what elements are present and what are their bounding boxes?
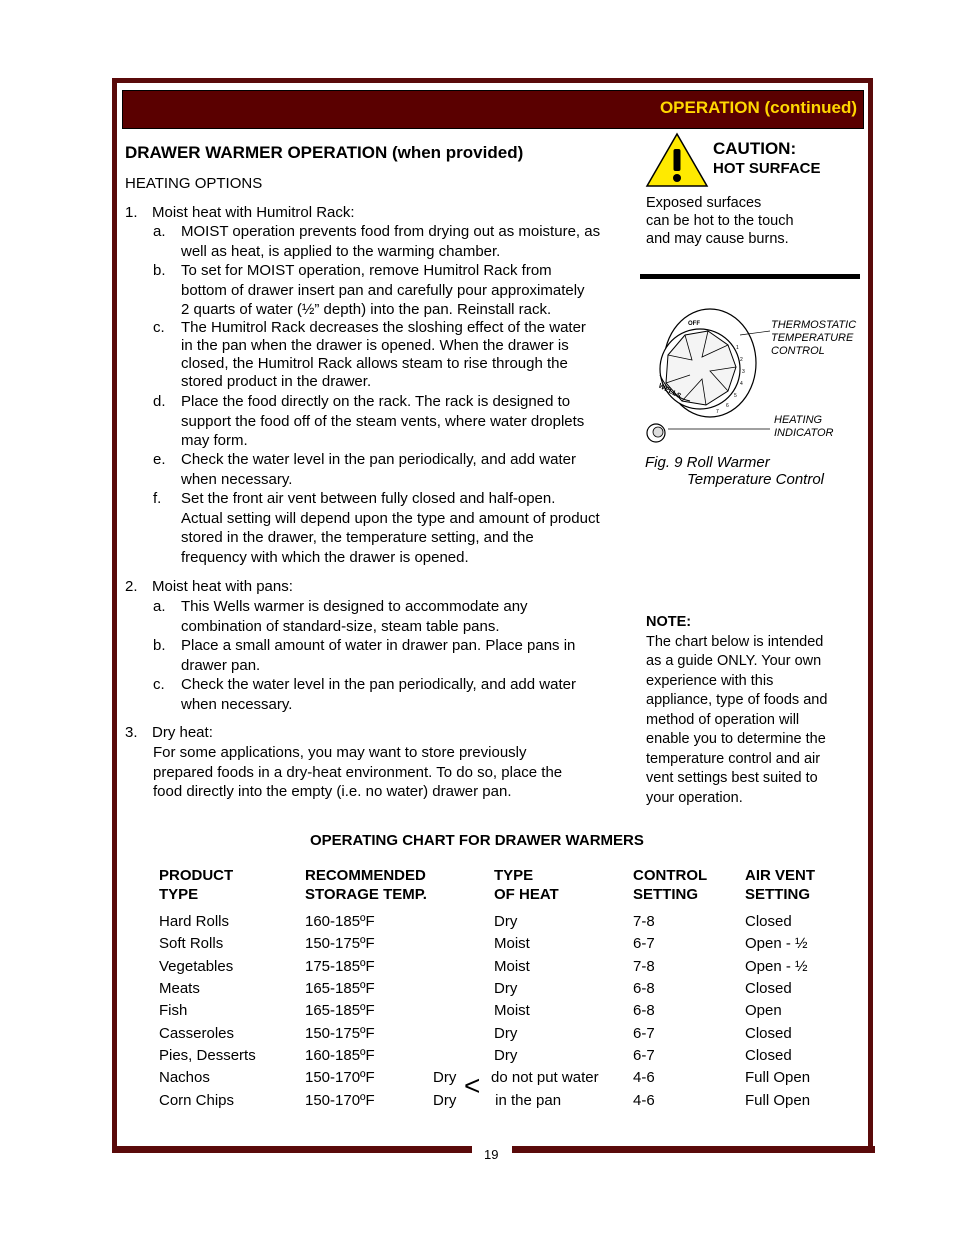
list-item-text: combination of standard-size, steam table pans.	[181, 617, 500, 635]
label-line: HEATING	[774, 414, 823, 426]
table-header: STORAGE TEMP.	[305, 886, 427, 903]
table-cell: 6-7	[633, 935, 655, 952]
bottom-rule-right	[512, 1146, 875, 1153]
table-cell: in the pan	[491, 1092, 562, 1109]
list-item-text: stored product in the drawer.	[181, 373, 372, 390]
table-cell: Vegetables	[159, 958, 234, 975]
list-item-number: b.	[153, 637, 166, 654]
caution-line: can be hot to the touch	[646, 213, 794, 229]
note-line: The chart below is intended	[646, 633, 824, 650]
label-line: TEMPERATURE	[771, 332, 854, 344]
list-item-text: To set for MOIST operation, remove Humitrol Rack from	[181, 262, 552, 279]
note-line: your operation.	[646, 789, 743, 806]
table-cell: 165-185ºF	[305, 980, 375, 997]
svg-text:5: 5	[734, 393, 737, 399]
table-cell: Dry	[494, 1047, 518, 1064]
table-header: RECOMMENDED	[305, 867, 426, 884]
list-item-number: c.	[153, 676, 165, 693]
off-label: OFF	[688, 321, 700, 327]
list-item-text: in the pan when the drawer is opened. When the drawer is	[181, 337, 569, 354]
table-cell: 6-7	[633, 1047, 655, 1064]
table-cell: Meats	[159, 980, 200, 997]
table-cell: 160-185ºF	[305, 913, 375, 930]
note-title: NOTE:	[646, 614, 692, 630]
list-item-text: support the food off of the steam vents, where water droplets	[181, 412, 585, 430]
table-header: SETTING	[633, 886, 699, 903]
note-line: appliance, type of foods and	[646, 692, 828, 708]
figure-caption	[645, 454, 824, 488]
list-item-text: Set the front air vent between fully closed and half-open.	[181, 490, 556, 507]
section-divider	[640, 274, 860, 279]
list-item-text: closed, the Humitrol Rack allows steam to rise through the	[181, 355, 568, 372]
list-item-text: Actual setting will depend upon the type and amount of product	[181, 509, 600, 527]
list-item-number: a.	[153, 598, 166, 615]
bracket-symbol: <	[464, 1070, 481, 1101]
header-title: OPERATION (continued)	[659, 98, 857, 117]
list-item-number: 1.	[125, 204, 138, 221]
list-item-text: prepared foods in a dry-heat environment. To do so, place the	[153, 763, 563, 781]
table-cell: Full Open	[745, 1092, 811, 1109]
label-line: THERMOSTATIC	[771, 319, 857, 331]
list-item-text: Dry heat:	[152, 724, 213, 741]
table-cell: do not put water	[491, 1069, 599, 1086]
caution-line: and may cause burns.	[646, 231, 789, 247]
table-cell: 165-185ºF	[305, 1002, 375, 1019]
table-cell: Closed	[745, 913, 792, 930]
caption-line: Fig. 9 Roll Warmer	[645, 454, 770, 471]
table-cell: 150-175ºF	[305, 935, 375, 952]
caution-line: Exposed surfaces	[646, 195, 762, 211]
table-cell: Open - ½	[745, 958, 808, 975]
table-cell: Pies, Desserts	[159, 1047, 256, 1064]
table-cell: 6-8	[633, 980, 655, 997]
list-item-text: Place the food directly on the rack. The rack is designed to	[181, 393, 571, 410]
label-line: CONTROL	[771, 345, 825, 357]
table-cell: Dry	[494, 913, 518, 930]
note-line: enable you to determine the	[646, 731, 826, 747]
table-cell: Fish	[159, 1002, 188, 1019]
list-item-text: food directly into the empty (i.e. no water) drawer pan.	[153, 783, 512, 800]
table-cell: Nachos	[159, 1069, 210, 1086]
caution-text	[646, 194, 794, 248]
list-item-text: well as heat, is applied to the warming chamber.	[181, 242, 501, 260]
svg-text:1: 1	[736, 345, 739, 351]
table-header: CONTROL	[633, 867, 708, 884]
list-item-text: may form.	[181, 432, 248, 449]
list-item-text: when necessary.	[181, 470, 293, 488]
knob-brand: WELLS	[657, 382, 682, 401]
note-line: temperature control and air	[646, 750, 821, 767]
note-line: vent settings best suited to	[646, 770, 818, 786]
list-item-number: d.	[153, 393, 166, 410]
table-cell: 4-6	[633, 1069, 655, 1086]
list-item-text: For some applications, you may want to store previously	[153, 744, 527, 761]
note-line: method of operation will	[646, 711, 800, 728]
table-cell: Open	[745, 1002, 782, 1019]
thermostat-knob-illustration	[640, 305, 770, 450]
list-item-text: Moist heat with pans:	[152, 578, 293, 595]
list-item-number: 3.	[125, 724, 138, 741]
page-number: 19	[484, 1147, 499, 1162]
table-cell: 6-8	[633, 1002, 655, 1019]
warning-triangle-icon	[645, 132, 709, 188]
table-cell: Closed	[745, 1047, 792, 1064]
list-item-text: The Humitrol Rack decreases the sloshing effect of the water	[181, 319, 586, 336]
table-cell-dry: Dry	[433, 1069, 457, 1086]
list-item-text: Check the water level in the pan periodically, and add water	[181, 451, 576, 468]
table-cell: 6-7	[633, 1025, 655, 1042]
heating-indicator-icon	[647, 424, 665, 442]
list-item-text: MOIST operation prevents food from drying out as moisture, as	[181, 223, 601, 240]
section-subtitle: HEATING OPTIONS	[125, 175, 263, 192]
table-cell: Hard Rolls	[159, 913, 230, 930]
table-cell: Closed	[745, 980, 792, 997]
table-cell: 7-8	[633, 913, 655, 930]
table-cell: Dry	[494, 1025, 518, 1042]
header-band	[122, 90, 864, 129]
table-cell: Casseroles	[159, 1025, 235, 1042]
table-cell: 4-6	[633, 1092, 655, 1109]
table-cell: Full Open	[745, 1069, 811, 1086]
list-item-text: stored in the drawer, the temperature setting, and the	[181, 529, 534, 546]
table-cell: 150-170ºF	[305, 1092, 375, 1109]
table-cell: Moist	[494, 935, 530, 952]
table-header: TYPE	[159, 886, 199, 903]
svg-text:6: 6	[726, 403, 729, 409]
svg-text:2: 2	[740, 357, 743, 363]
caution-title: CAUTION:	[713, 139, 797, 158]
note-line: as a guide ONLY. Your own	[646, 653, 822, 669]
list-item-number: c.	[153, 319, 165, 336]
table-cell: Corn Chips	[159, 1092, 235, 1109]
table-cell: Moist	[494, 958, 530, 975]
bottom-rule-left	[112, 1146, 472, 1153]
table-cell: 175-185ºF	[305, 958, 375, 975]
table-header: PRODUCT	[159, 867, 234, 884]
list-item-text: 2 quarts of water (½” depth) into the pan. Reinstall rack.	[181, 301, 552, 318]
svg-text:7: 7	[716, 409, 719, 415]
note-block	[646, 613, 827, 808]
table-header: TYPE	[494, 867, 534, 884]
caution-subtitle: HOT SURFACE	[713, 160, 821, 177]
note-line: experience with this	[646, 672, 774, 689]
label-indicator	[774, 414, 834, 440]
note-lines	[646, 633, 827, 809]
table-cell: Moist	[494, 1002, 530, 1019]
table-cell: 150-170ºF	[305, 1069, 375, 1086]
table-cell: Dry	[494, 980, 518, 997]
table-cell: 7-8	[633, 958, 655, 975]
list-item-number: e.	[153, 451, 166, 468]
list-item-number: a.	[153, 223, 166, 240]
table-cell: Closed	[745, 1025, 792, 1042]
list-item-number: b.	[153, 262, 166, 279]
table-cell-dry: Dry	[433, 1092, 457, 1109]
section-title: DRAWER WARMER OPERATION (when provided)	[125, 143, 524, 162]
table-header: AIR VENT	[745, 867, 816, 884]
table-cell: Open - ½	[745, 935, 808, 952]
chart-title: OPERATING CHART FOR DRAWER WARMERS	[310, 832, 644, 849]
list-item-text: Moist heat with Humitrol Rack:	[152, 204, 355, 221]
list-item-text: frequency with which the drawer is opened.	[181, 548, 469, 566]
table-header: SETTING	[745, 886, 811, 903]
list-item-text: Place a small amount of water in drawer pan. Place pans in	[181, 637, 576, 654]
table-cell: 160-185ºF	[305, 1047, 375, 1064]
svg-text:4: 4	[740, 381, 743, 387]
label-line: INDICATOR	[774, 427, 834, 439]
table-cell: 150-175ºF	[305, 1025, 375, 1042]
label-control	[771, 319, 856, 358]
list-item-text: This Wells warmer is designed to accommodate any	[181, 598, 528, 615]
svg-text:3: 3	[742, 369, 745, 375]
list-item-number: 2.	[125, 578, 138, 595]
table-header: OF HEAT	[494, 886, 559, 903]
list-item-number: f.	[153, 490, 162, 507]
caption-line: Temperature Control	[687, 471, 825, 488]
list-item-text: bottom of drawer insert pan and carefully pour approximately	[181, 281, 585, 299]
list-item-text: Check the water level in the pan periodically, and add water	[181, 676, 576, 693]
list-item-text: drawer pan.	[181, 656, 261, 674]
table-cell: Soft Rolls	[159, 935, 224, 952]
list-item-text: when necessary.	[181, 695, 293, 713]
